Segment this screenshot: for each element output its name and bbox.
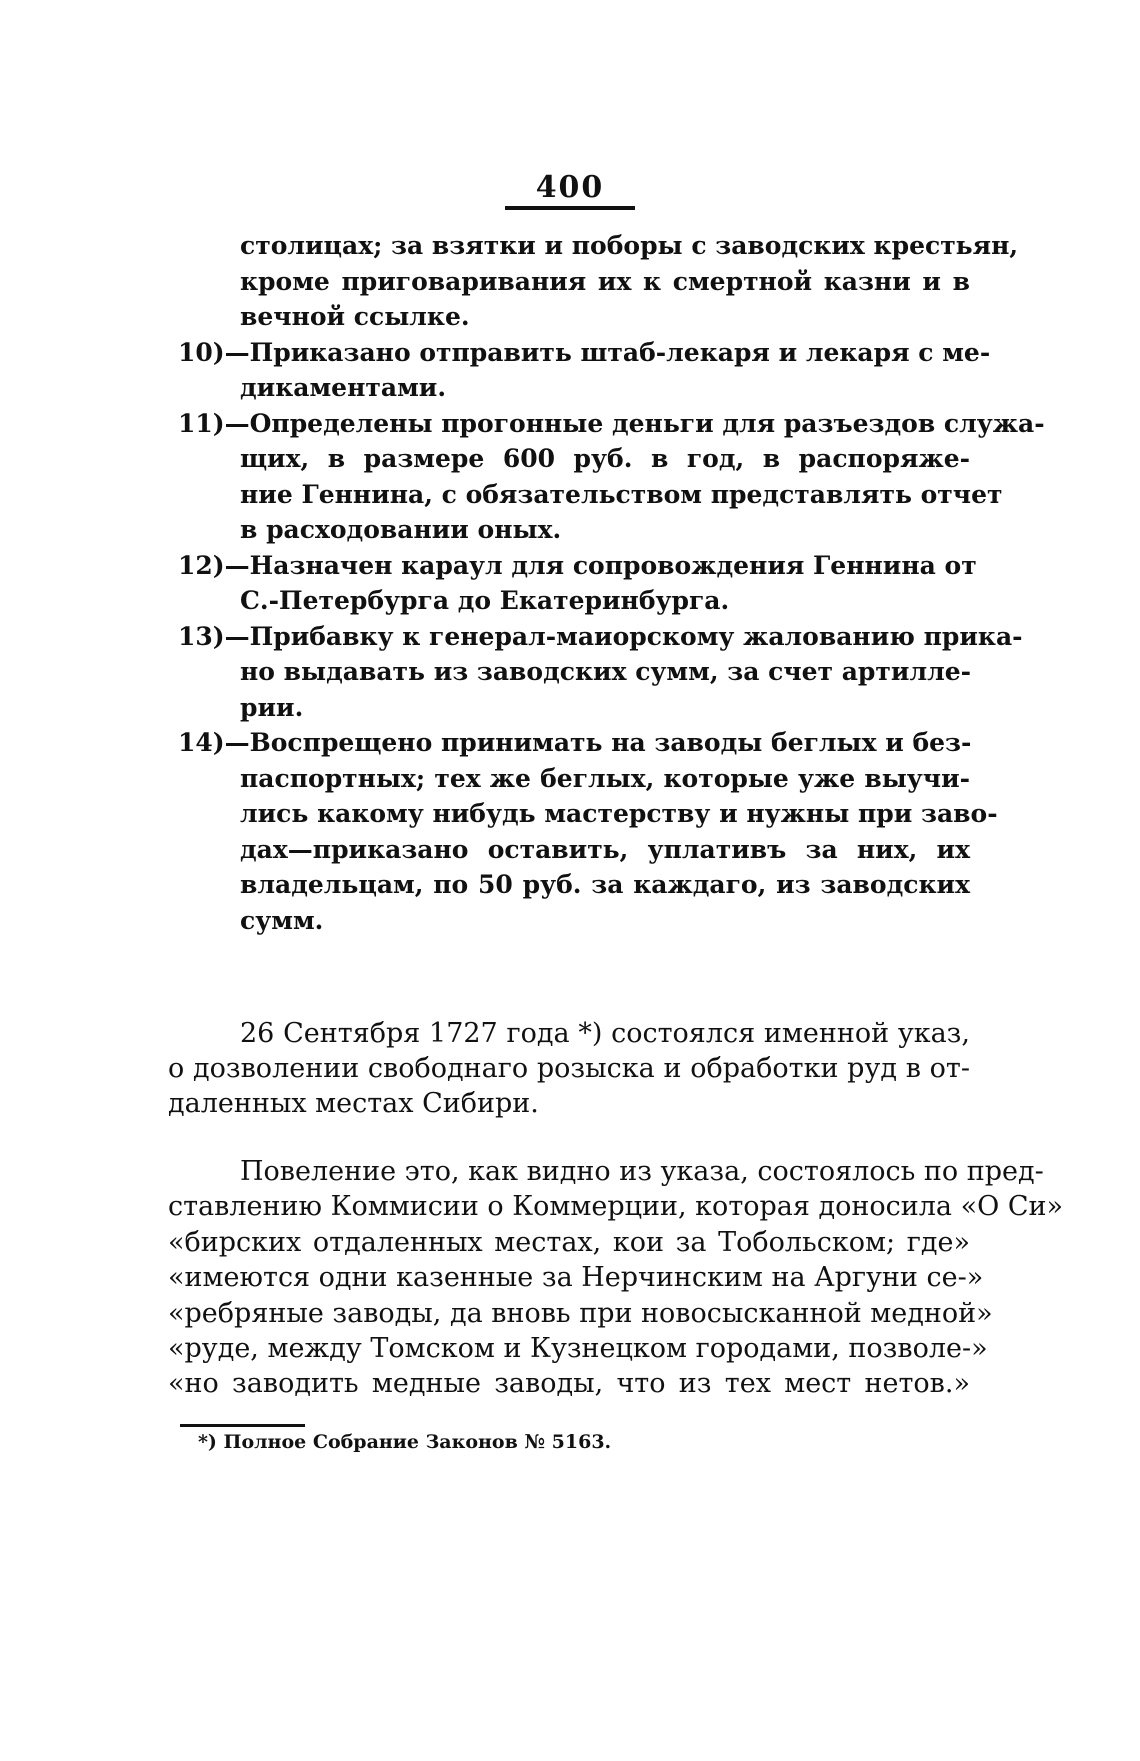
text-line: «но заводить медные заводы, что из тех мест нетов.» [168,1368,970,1400]
text-line: дах—приказано оставить, уплативъ за них, их [240,834,970,864]
commentary-paragraph [168,1154,1063,1402]
text-line: владельцам, по 50 руб. за каждаго, из заводских [240,870,970,899]
text-line: в расходовании оных. [240,515,562,544]
text-line: о дозволении свободнаго розыска и обработки руд в от- [168,1053,970,1084]
text-line: сумм. [240,905,324,935]
text-line: паспортных; тех же беглых, которые уже выучи- [240,763,970,793]
list-item-10: 10)—Приказано отправить штаб-лекаря и лекаря с ме- [178,337,991,367]
list-item-11: 11)—Определены прогонные деньги для разъездов служа- [178,408,1045,438]
text-line: щих, в размере 600 руб. в год, в распоряже- [240,444,970,473]
text-line: дикаментами. [240,373,447,402]
text-line: «ребряные заводы, да вновь при новосысканной медной» [168,1297,993,1329]
text-line: С.-Петербурга до Екатеринбурга. [240,586,730,615]
text-line: кроме приговаривания их к смертной казни и в [240,266,970,296]
text-line: лись какому нибудь мастерству и нужны при заво- [240,799,998,828]
text-line: даленных местах Сибири. [168,1088,539,1119]
list-item-13: 13)—Прибавку к генерал-маиорскому жалованию прика- [178,621,1023,651]
text-line: «бирских отдаленных местах, кои за Тобольском; где» [168,1226,970,1258]
page-number: 400 [535,170,605,205]
footnote: *) Полное Собрание Законов № 5163. [198,1431,612,1453]
header-rule [505,206,635,210]
text-line: рии. [240,692,304,722]
text-line: 26 Сентября 1727 года *) состоялся именной указ, [240,1018,970,1049]
text-line: вечной ссылке. [240,302,470,331]
text-line: «руде, между Томском и Кузнецком городами, позволе-» [168,1332,988,1364]
list-item-12: 12)—Назначен караул для сопровождения Геннина от [178,550,977,580]
text-line: «имеются одни казенные за Нерчинским на Аргуни се-» [168,1262,984,1294]
text-line: но выдавать из заводских сумм, за счет артилле- [240,657,971,686]
text-line: ние Геннина, с обязательством представлять отчет [240,479,1003,509]
text-line: столицах; за взятки и поборы с заводских крестьян, [240,231,1019,260]
decree-paragraph [168,1016,970,1121]
text-line: Повеление это, как видно из указа, состоялось по пред- [240,1156,1044,1187]
text-line: ставлению Коммисии о Коммерции, которая доносила «О Си» [168,1191,1063,1223]
ordinance-list [168,228,1045,938]
list-item-14: 14)—Воспрещено принимать на заводы беглых и без- [178,728,972,757]
footnote-rule [180,1424,305,1427]
